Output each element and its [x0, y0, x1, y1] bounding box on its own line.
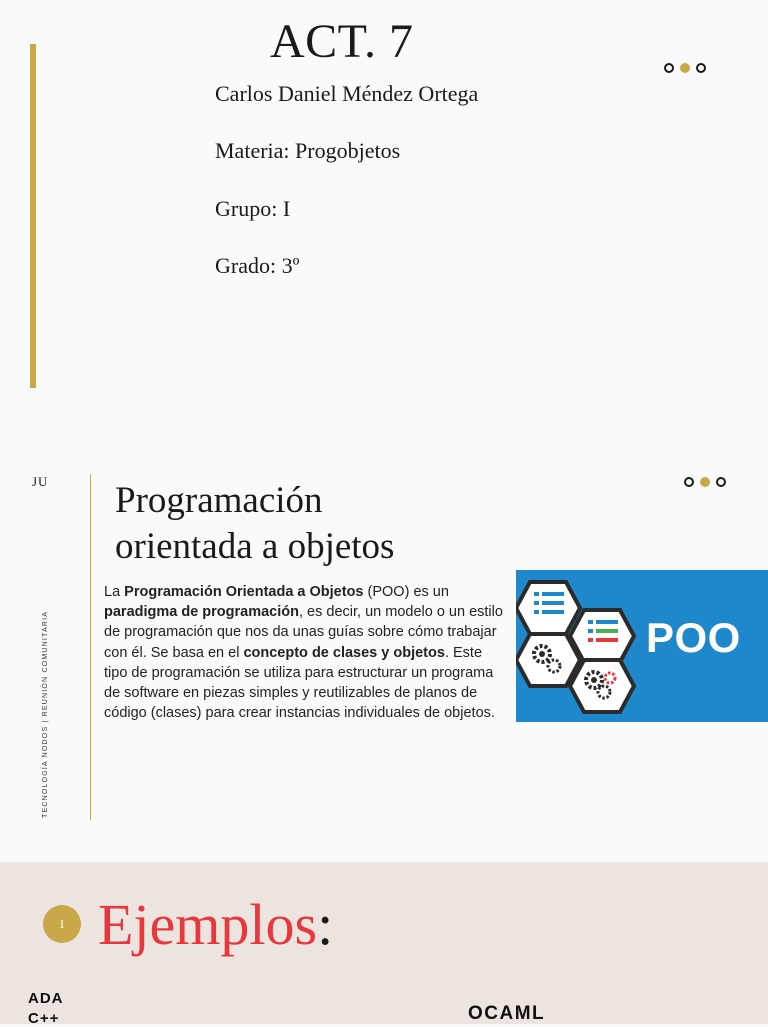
- vertical-side-text: TECNOLOGÍA NODOS | REUNIÓN COMUNITARIA: [42, 610, 49, 818]
- section-number-badge: I: [43, 905, 81, 943]
- poo-image: [516, 570, 768, 722]
- hexagon-gears-icon: [570, 660, 634, 712]
- gold-accent-bar: [30, 44, 36, 388]
- language-item: OCAML: [468, 1003, 546, 1024]
- title-line-2: orientada a objetos: [115, 526, 395, 567]
- title-line-1: Programación: [115, 480, 323, 521]
- gold-divider-line: [90, 474, 91, 820]
- poo-description: La Programación Orientada a Objetos (POO) es un paradigma de programación, es decir, un modelo o un estilo de programación que nos da unas guías sobre cómo trabajar con él. Se basa en el concepto de clases y objetos. Este tipo de programación se utiliza para estructurar un programa de software en piezas simples y reutilizables de planos de código (clases) para crear instancias individuales de objetos.: [104, 584, 503, 722]
- three-dots-icon: [684, 477, 726, 487]
- cover-title: ACT. 7: [270, 15, 414, 68]
- subject-line: Materia: Progobjetos: [215, 138, 401, 163]
- author-name: Carlos Daniel Méndez Ortega: [215, 81, 479, 106]
- section-title: [115, 478, 495, 570]
- group-line: Grupo: I: [215, 196, 291, 221]
- hexagon-list-icon: [570, 610, 634, 662]
- language-item: C++: [28, 1010, 60, 1027]
- language-item: ADA: [28, 990, 64, 1007]
- poo-label: POO: [646, 614, 741, 661]
- grade-line: Grado: 3º: [215, 253, 300, 278]
- poo-slide: [0, 430, 768, 862]
- hexagon-list-icon: [516, 582, 580, 634]
- hexagon-gears-icon: [516, 634, 580, 686]
- cover-slide: [0, 0, 768, 430]
- slide-tag: JU: [32, 474, 49, 489]
- examples-slide: [0, 862, 768, 1027]
- three-dots-icon: [664, 63, 706, 73]
- examples-title: Ejemplos:: [98, 892, 334, 957]
